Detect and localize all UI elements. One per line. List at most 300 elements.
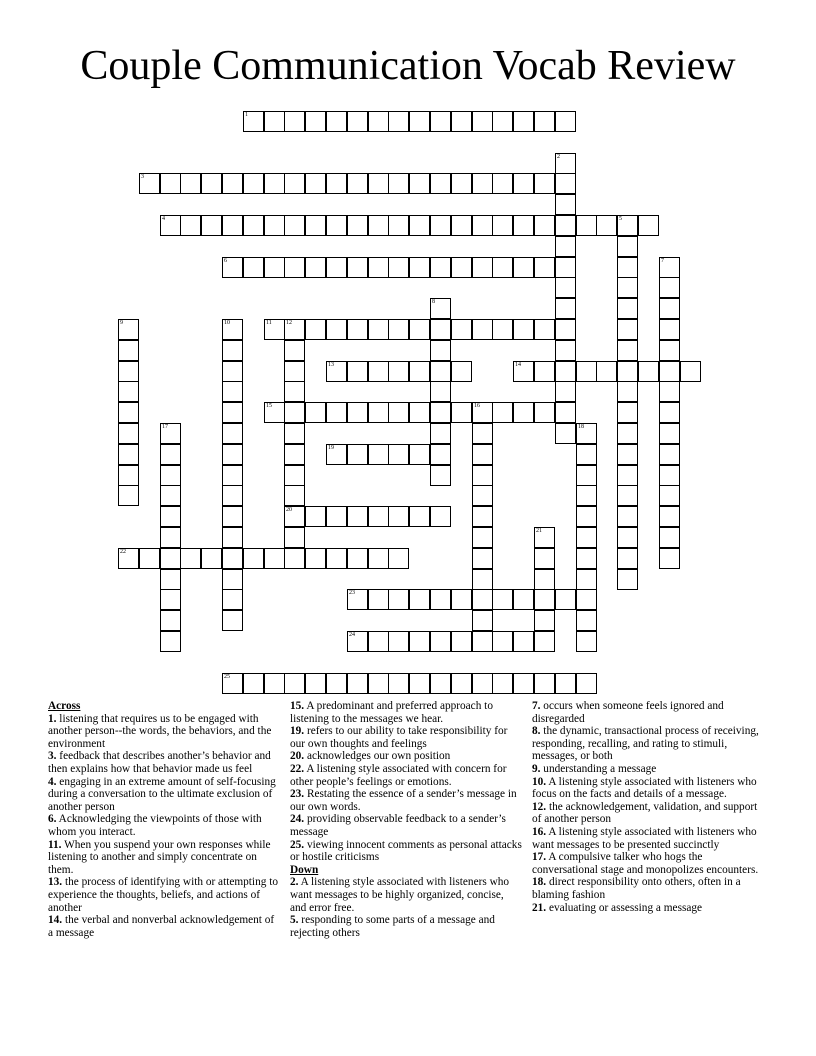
crossword-cell[interactable] [305,215,326,236]
crossword-cell[interactable] [326,319,347,340]
crossword-cell[interactable] [118,381,139,402]
crossword-cell[interactable] [118,444,139,465]
crossword-cell[interactable] [180,215,201,236]
crossword-cell[interactable] [284,485,305,506]
crossword-cell[interactable] [368,444,389,465]
crossword-cell[interactable] [347,548,368,569]
crossword-cell[interactable] [659,548,680,569]
crossword-cell[interactable] [326,173,347,194]
crossword-cell[interactable] [617,277,638,298]
crossword-cell[interactable] [222,465,243,486]
crossword-cell[interactable] [555,194,576,215]
crossword-cell[interactable] [160,548,181,569]
crossword-cell[interactable] [388,361,409,382]
crossword-cell[interactable] [617,298,638,319]
crossword-cell[interactable] [305,173,326,194]
crossword-cell[interactable] [409,402,430,423]
crossword-cell[interactable] [576,361,597,382]
crossword-cell[interactable] [430,673,451,694]
crossword-cell[interactable] [617,215,638,236]
crossword-cell[interactable] [347,402,368,423]
crossword-cell[interactable] [659,319,680,340]
crossword-cell[interactable] [555,361,576,382]
crossword-cell[interactable] [555,173,576,194]
crossword-cell[interactable] [513,319,534,340]
crossword-cell[interactable] [576,610,597,631]
crossword-cell[interactable] [284,215,305,236]
crossword-cell[interactable] [576,589,597,610]
crossword-cell[interactable] [284,423,305,444]
crossword-cell[interactable] [472,527,493,548]
crossword-cell[interactable] [638,361,659,382]
crossword-cell[interactable] [368,215,389,236]
crossword-cell[interactable] [222,485,243,506]
crossword-cell[interactable] [430,319,451,340]
crossword-cell[interactable] [534,673,555,694]
crossword-cell[interactable] [513,631,534,652]
crossword-cell[interactable] [451,402,472,423]
crossword-cell[interactable] [596,215,617,236]
crossword-cell[interactable] [388,257,409,278]
crossword-cell[interactable] [243,548,264,569]
crossword-cell[interactable] [534,589,555,610]
crossword-cell[interactable] [430,298,451,319]
crossword-cell[interactable] [534,319,555,340]
crossword-cell[interactable] [409,215,430,236]
crossword-cell[interactable] [430,381,451,402]
crossword-cell[interactable] [388,402,409,423]
crossword-cell[interactable] [513,111,534,132]
crossword-cell[interactable] [160,527,181,548]
crossword-cell[interactable] [430,257,451,278]
crossword-cell[interactable] [659,361,680,382]
crossword-cell[interactable] [430,361,451,382]
crossword-cell[interactable] [264,673,285,694]
crossword-cell[interactable] [347,361,368,382]
crossword-cell[interactable] [659,506,680,527]
crossword-cell[interactable] [222,444,243,465]
crossword-cell[interactable] [451,589,472,610]
crossword-cell[interactable] [160,444,181,465]
crossword-cell[interactable] [347,173,368,194]
crossword-cell[interactable] [451,319,472,340]
crossword-cell[interactable] [160,423,181,444]
crossword-cell[interactable] [264,319,285,340]
crossword-cell[interactable] [160,506,181,527]
crossword-cell[interactable] [617,236,638,257]
crossword-cell[interactable] [368,319,389,340]
crossword-cell[interactable] [430,423,451,444]
crossword-cell[interactable] [555,589,576,610]
crossword-cell[interactable] [555,257,576,278]
crossword-cell[interactable] [284,402,305,423]
crossword-cell[interactable] [555,153,576,174]
crossword-cell[interactable] [513,257,534,278]
crossword-cell[interactable] [264,548,285,569]
crossword-cell[interactable] [326,673,347,694]
crossword-cell[interactable] [284,527,305,548]
crossword-cell[interactable] [368,673,389,694]
crossword-cell[interactable] [555,319,576,340]
crossword-cell[interactable] [659,527,680,548]
crossword-cell[interactable] [492,631,513,652]
crossword-cell[interactable] [576,506,597,527]
crossword-cell[interactable] [347,111,368,132]
crossword-cell[interactable] [347,257,368,278]
crossword-cell[interactable] [409,673,430,694]
crossword-cell[interactable] [160,173,181,194]
crossword-cell[interactable] [368,589,389,610]
crossword-cell[interactable] [222,610,243,631]
crossword-cell[interactable] [430,589,451,610]
crossword-cell[interactable] [659,465,680,486]
crossword-cell[interactable] [576,215,597,236]
crossword-cell[interactable] [596,361,617,382]
crossword-cell[interactable] [222,569,243,590]
crossword-cell[interactable] [409,506,430,527]
crossword-cell[interactable] [222,506,243,527]
crossword-cell[interactable] [388,173,409,194]
crossword-cell[interactable] [513,402,534,423]
crossword-cell[interactable] [492,319,513,340]
crossword-cell[interactable] [326,257,347,278]
crossword-cell[interactable] [222,340,243,361]
crossword-cell[interactable] [409,589,430,610]
crossword-cell[interactable] [472,111,493,132]
crossword-cell[interactable] [160,485,181,506]
crossword-cell[interactable] [201,173,222,194]
crossword-cell[interactable] [638,215,659,236]
crossword-cell[interactable] [222,589,243,610]
crossword-cell[interactable] [222,215,243,236]
crossword-cell[interactable] [201,215,222,236]
crossword-cell[interactable] [284,548,305,569]
crossword-cell[interactable] [222,548,243,569]
crossword-cell[interactable] [160,610,181,631]
crossword-cell[interactable] [284,381,305,402]
crossword-cell[interactable] [222,319,243,340]
crossword-cell[interactable] [243,173,264,194]
crossword-cell[interactable] [326,402,347,423]
crossword-cell[interactable] [659,298,680,319]
crossword-cell[interactable] [451,361,472,382]
crossword-cell[interactable] [659,485,680,506]
crossword-cell[interactable] [534,257,555,278]
crossword-cell[interactable] [409,361,430,382]
crossword-cell[interactable] [180,173,201,194]
crossword-cell[interactable] [430,173,451,194]
crossword-cell[interactable] [222,527,243,548]
crossword-cell[interactable] [659,257,680,278]
crossword-cell[interactable] [472,465,493,486]
crossword-cell[interactable] [534,569,555,590]
crossword-cell[interactable] [201,548,222,569]
crossword-cell[interactable] [430,111,451,132]
crossword-cell[interactable] [305,319,326,340]
crossword-cell[interactable] [284,444,305,465]
crossword-cell[interactable] [555,423,576,444]
crossword-cell[interactable] [492,589,513,610]
crossword-cell[interactable] [118,423,139,444]
crossword-cell[interactable] [284,361,305,382]
crossword-cell[interactable] [347,215,368,236]
crossword-cell[interactable] [451,257,472,278]
crossword-cell[interactable] [472,569,493,590]
crossword-cell[interactable] [472,402,493,423]
crossword-cell[interactable] [492,173,513,194]
crossword-cell[interactable] [347,631,368,652]
crossword-cell[interactable] [451,215,472,236]
crossword-cell[interactable] [409,111,430,132]
crossword-cell[interactable] [576,465,597,486]
crossword-cell[interactable] [492,215,513,236]
crossword-cell[interactable] [160,631,181,652]
crossword-cell[interactable] [472,257,493,278]
crossword-cell[interactable] [388,506,409,527]
crossword-cell[interactable] [617,465,638,486]
crossword-cell[interactable] [659,402,680,423]
crossword-cell[interactable] [430,402,451,423]
crossword-cell[interactable] [451,111,472,132]
crossword-cell[interactable] [305,506,326,527]
crossword-cell[interactable] [409,173,430,194]
crossword-cell[interactable] [347,319,368,340]
crossword-cell[interactable] [305,673,326,694]
crossword-cell[interactable] [617,485,638,506]
crossword-cell[interactable] [555,215,576,236]
crossword-cell[interactable] [305,257,326,278]
crossword-cell[interactable] [534,361,555,382]
crossword-cell[interactable] [409,319,430,340]
crossword-cell[interactable] [576,527,597,548]
crossword-cell[interactable] [347,444,368,465]
crossword-cell[interactable] [368,506,389,527]
crossword-cell[interactable] [492,111,513,132]
crossword-cell[interactable] [472,506,493,527]
crossword-cell[interactable] [576,444,597,465]
crossword-cell[interactable] [368,361,389,382]
crossword-cell[interactable] [472,589,493,610]
crossword-cell[interactable] [534,610,555,631]
crossword-cell[interactable] [472,548,493,569]
crossword-cell[interactable] [555,673,576,694]
crossword-cell[interactable] [430,465,451,486]
crossword-cell[interactable] [368,257,389,278]
crossword-cell[interactable] [472,423,493,444]
crossword-cell[interactable] [430,215,451,236]
crossword-cell[interactable] [368,111,389,132]
crossword-cell[interactable] [576,673,597,694]
crossword-cell[interactable] [388,319,409,340]
crossword-cell[interactable] [534,111,555,132]
crossword-cell[interactable] [680,361,701,382]
crossword-cell[interactable] [388,589,409,610]
crossword-cell[interactable] [659,340,680,361]
crossword-cell[interactable] [284,257,305,278]
crossword-cell[interactable] [118,361,139,382]
crossword-cell[interactable] [368,548,389,569]
crossword-cell[interactable] [472,610,493,631]
crossword-cell[interactable] [534,631,555,652]
crossword-cell[interactable] [139,548,160,569]
crossword-cell[interactable] [388,631,409,652]
crossword-cell[interactable] [513,173,534,194]
crossword-cell[interactable] [409,257,430,278]
crossword-cell[interactable] [555,402,576,423]
crossword-cell[interactable] [555,381,576,402]
crossword-cell[interactable] [326,506,347,527]
crossword-cell[interactable] [118,465,139,486]
crossword-cell[interactable] [492,673,513,694]
crossword-cell[interactable] [222,423,243,444]
crossword-cell[interactable] [243,111,264,132]
crossword-cell[interactable] [451,673,472,694]
crossword-cell[interactable] [534,173,555,194]
crossword-cell[interactable] [222,173,243,194]
crossword-cell[interactable] [492,402,513,423]
crossword-cell[interactable] [118,319,139,340]
crossword-cell[interactable] [430,506,451,527]
crossword-cell[interactable] [492,257,513,278]
crossword-cell[interactable] [368,402,389,423]
crossword-cell[interactable] [513,589,534,610]
crossword-cell[interactable] [617,257,638,278]
crossword-cell[interactable] [659,381,680,402]
crossword-cell[interactable] [326,361,347,382]
crossword-cell[interactable] [451,173,472,194]
clue-across-6 [48,813,280,838]
crossword-cell[interactable] [222,257,243,278]
crossword-cell[interactable] [617,340,638,361]
crossword-cell[interactable] [160,589,181,610]
crossword-cell[interactable] [160,569,181,590]
crossword-cell[interactable] [305,111,326,132]
crossword-cell[interactable] [555,236,576,257]
crossword-cell[interactable] [617,402,638,423]
crossword-cell[interactable] [617,506,638,527]
crossword-cell[interactable] [118,548,139,569]
crossword-cell[interactable] [409,444,430,465]
crossword-cell[interactable] [139,173,160,194]
crossword-cell[interactable] [576,548,597,569]
crossword-cell[interactable] [513,673,534,694]
crossword-cell[interactable] [243,673,264,694]
crossword-cell[interactable] [451,631,472,652]
crossword-cell[interactable] [326,215,347,236]
crossword-cell[interactable] [347,506,368,527]
crossword-cell[interactable] [388,444,409,465]
crossword-cell[interactable] [243,215,264,236]
crossword-cell[interactable] [576,569,597,590]
crossword-cell[interactable] [264,402,285,423]
crossword-cell[interactable] [534,215,555,236]
crossword-cell[interactable] [617,527,638,548]
crossword-cell[interactable] [659,277,680,298]
crossword-cell[interactable] [472,444,493,465]
crossword-cell[interactable] [243,257,264,278]
crossword-cell[interactable] [472,631,493,652]
crossword-cell[interactable] [388,673,409,694]
crossword-cell[interactable] [472,319,493,340]
crossword-cell[interactable] [430,340,451,361]
crossword-cell[interactable] [472,485,493,506]
crossword-cell[interactable] [264,215,285,236]
crossword-cell[interactable] [326,111,347,132]
crossword-cell[interactable] [534,548,555,569]
crossword-cell[interactable] [388,215,409,236]
crossword-cell[interactable] [222,361,243,382]
crossword-cell[interactable] [534,402,555,423]
crossword-cell[interactable] [472,215,493,236]
crossword-cell[interactable] [160,215,181,236]
crossword-cell[interactable] [284,340,305,361]
crossword-cell[interactable] [617,381,638,402]
crossword-cell[interactable] [555,111,576,132]
crossword-cell[interactable] [513,361,534,382]
crossword-cell[interactable] [576,485,597,506]
crossword-cell[interactable] [284,465,305,486]
crossword-cell[interactable] [430,631,451,652]
crossword-cell[interactable] [617,548,638,569]
crossword-cell[interactable] [576,423,597,444]
crossword-cell[interactable] [534,527,555,548]
crossword-cell[interactable] [347,673,368,694]
crossword-cell[interactable] [180,548,201,569]
crossword-cell[interactable] [284,673,305,694]
crossword-cell[interactable] [222,381,243,402]
crossword-cell[interactable] [326,444,347,465]
crossword-cell[interactable] [409,631,430,652]
crossword-cell[interactable] [617,319,638,340]
crossword-cell[interactable] [347,589,368,610]
crossword-cell[interactable] [160,465,181,486]
crossword-cell[interactable] [284,111,305,132]
crossword-cell[interactable] [284,506,305,527]
crossword-cell[interactable] [118,340,139,361]
crossword-cell[interactable] [284,173,305,194]
crossword-cell[interactable] [222,402,243,423]
crossword-cell[interactable] [617,423,638,444]
crossword-cell[interactable] [555,340,576,361]
crossword-cell[interactable] [388,548,409,569]
crossword-cell[interactable] [118,402,139,423]
crossword-cell[interactable] [284,319,305,340]
crossword-cell[interactable] [576,631,597,652]
crossword-cell[interactable] [555,277,576,298]
crossword-cell[interactable] [305,548,326,569]
crossword-cell[interactable] [513,215,534,236]
crossword-cell[interactable] [617,361,638,382]
crossword-cell[interactable] [472,673,493,694]
crossword-cell[interactable] [555,298,576,319]
crossword-cell[interactable] [264,257,285,278]
crossword-cell[interactable] [222,673,243,694]
crossword-cell[interactable] [617,569,638,590]
crossword-cell[interactable] [388,111,409,132]
crossword-cell[interactable] [264,173,285,194]
crossword-cell[interactable] [617,444,638,465]
crossword-cell[interactable] [368,173,389,194]
crossword-cell[interactable] [430,444,451,465]
crossword-cell[interactable] [118,485,139,506]
crossword-cell[interactable] [659,444,680,465]
crossword-cell[interactable] [305,402,326,423]
crossword-cell[interactable] [368,631,389,652]
crossword-cell[interactable] [326,548,347,569]
crossword-cell[interactable] [472,173,493,194]
crossword-cell[interactable] [659,423,680,444]
crossword-cell[interactable] [264,111,285,132]
